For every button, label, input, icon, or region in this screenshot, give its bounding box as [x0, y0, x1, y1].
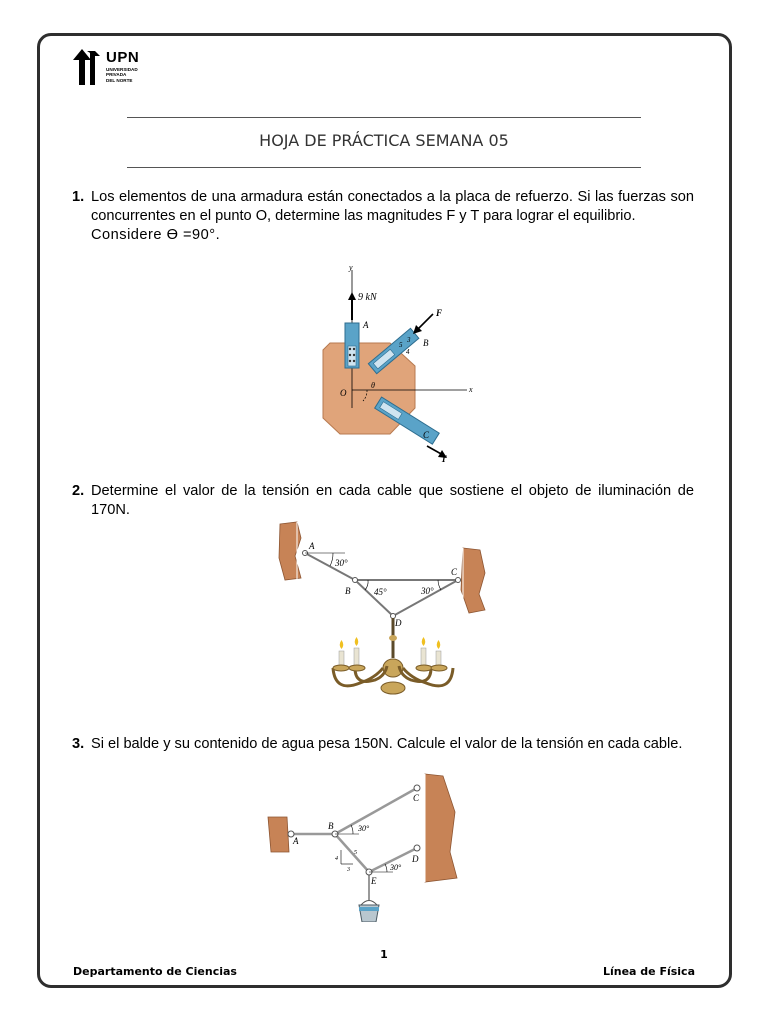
figure-bucket [265, 772, 470, 922]
label-d: D [395, 618, 402, 628]
cable-bd [355, 580, 393, 616]
figure-chandelier [275, 518, 490, 703]
left-wall [279, 522, 301, 580]
bucket-icon [359, 901, 379, 923]
title-rule-bottom [127, 167, 641, 168]
problem-number: 1. [72, 189, 85, 205]
joint-c [414, 785, 420, 791]
joint-d [414, 845, 420, 851]
label-c: C [413, 793, 420, 803]
x-axis-label: x [469, 385, 473, 394]
title-rule-top [127, 117, 641, 118]
joint-b [353, 578, 358, 583]
logo-main-text: UPN [106, 49, 140, 66]
page-number: 1 [380, 948, 388, 961]
angle-label-e: 30° [390, 863, 402, 872]
logo-sub-line: DEL NORTE [106, 77, 133, 83]
upn-logo-text [106, 50, 139, 83]
chandelier-icon [333, 618, 453, 694]
label-e: E [371, 876, 377, 886]
dim-5: 5 [399, 341, 403, 349]
force-label-9kn: 9 kN [358, 292, 377, 303]
angle-label-c: 30° [421, 586, 434, 596]
right-wall [461, 548, 485, 613]
dim-4: 4 [335, 856, 338, 862]
logo-sub-line: UNIVERSIDAD [106, 67, 138, 72]
label-a: A [309, 541, 315, 551]
left-wall [268, 817, 289, 852]
problem-note: Considere ϴ =90°. [91, 227, 221, 243]
problem-3 [72, 735, 694, 754]
angle-label-b: 30° [358, 824, 370, 833]
label-a: A [293, 836, 299, 846]
problem-2 [72, 482, 694, 520]
footer-line: Línea de Física [602, 965, 695, 978]
angle-label-a: 30° [335, 558, 348, 568]
angle-label-b: 45° [374, 587, 387, 597]
force-arrow-f [417, 314, 433, 330]
dim-5: 5 [354, 850, 357, 856]
problem-text: Si el balde y su contenido de agua pesa 150N. Calcule el valor de la tensión en cada cable. [91, 736, 683, 752]
label-a: A [363, 320, 369, 330]
logo-sub-line: PRIVADA [106, 72, 127, 78]
page-title: HOJA DE PRÁCTICA SEMANA 05 [259, 131, 509, 150]
right-wall [425, 774, 457, 882]
joint-c [456, 578, 461, 583]
problem-text: Determine el valor de la tensión en cada cable que sostiene el objeto de iluminación de 170N. [91, 483, 694, 518]
cable-be [335, 834, 369, 872]
cable-bc [335, 788, 417, 834]
figure-gusset-plate [295, 258, 485, 468]
label-b: B [423, 338, 429, 348]
dim-3: 3 [407, 336, 411, 344]
dim-3: 3 [347, 867, 350, 873]
footer-department: Departamento de Ciencias [73, 965, 237, 978]
label-b: B [328, 821, 334, 831]
problem-number: 2. [72, 483, 85, 499]
dim-4: 4 [406, 348, 410, 356]
problem-1 [72, 188, 694, 245]
label-t: T [441, 454, 447, 464]
label-c: C [451, 567, 458, 577]
y-axis-label: y [349, 263, 353, 272]
label-b: B [345, 586, 351, 596]
problem-number: 3. [72, 736, 85, 752]
arrowhead-icon [348, 292, 356, 300]
label-f: F [436, 308, 443, 318]
label-d: D [412, 854, 419, 864]
problem-text: Los elementos de una armadura están conectados a la placa de refuerzo. Si las fuerzas son concurrentes en el punto O, determine las magnitudes F y T para lograr el equilibrio. [91, 189, 694, 224]
label-theta: θ [371, 381, 375, 390]
label-c: C [423, 430, 430, 440]
label-o: O [340, 388, 347, 398]
